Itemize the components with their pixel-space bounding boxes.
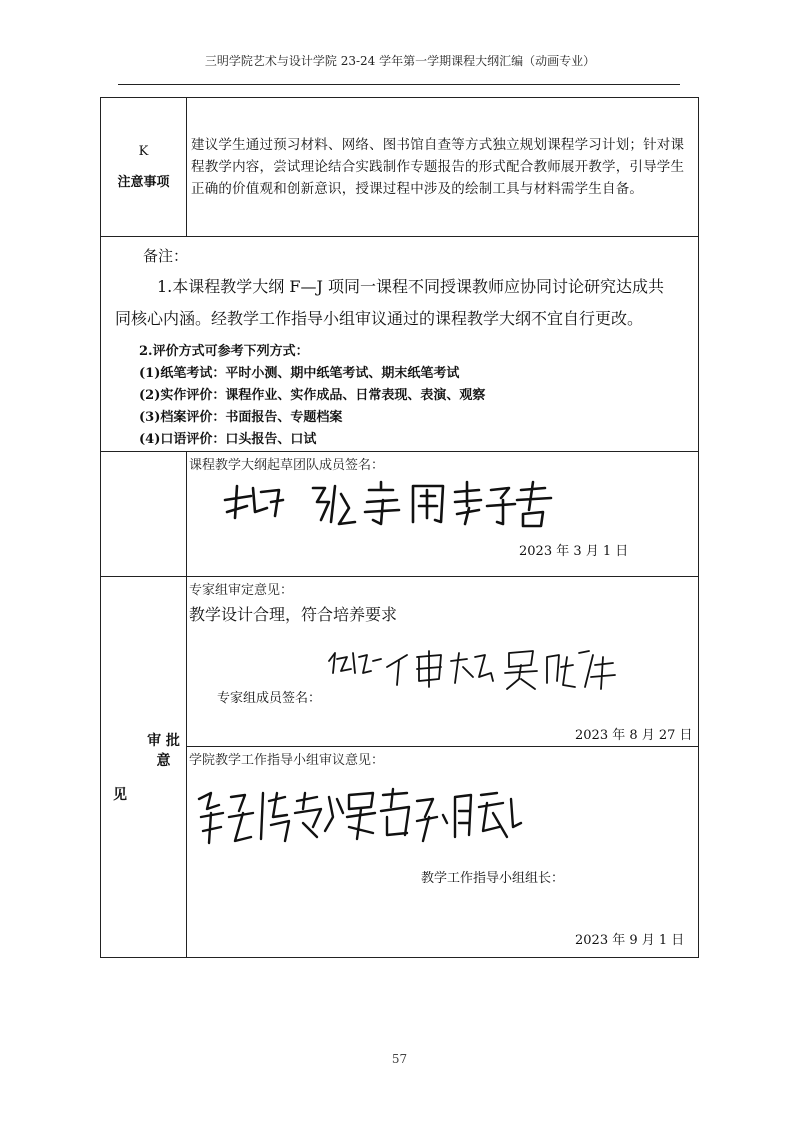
evaluation-item-1: (1)纸笔考试：平时小测、期中纸笔考试、期末纸笔考试 [139,366,460,381]
evaluation-title: 2.评价方式可参考下列方式： [139,344,309,359]
drafting-cell [187,452,699,577]
college-label: 学院教学工作指导小组审议意见： [189,753,385,768]
approval-label-cell [101,577,187,958]
drafting-label: 课程教学大纲起草团队成员签名： [189,458,385,473]
expert-date: 2023 年 8 月 27 日 [575,728,693,743]
notes-title: 备注： [143,247,189,265]
expert-cell [187,577,699,747]
evaluation-item-3: (3)档案评价：书面报告、专题档案 [139,410,343,425]
drafting-signatures [217,478,557,534]
expert-signatures [323,643,623,693]
k-label: 注意事项 [117,175,170,190]
expert-members-label: 专家组成员签名： [217,691,322,706]
evaluation-item-4: (4)口语评价：口头报告、口试 [139,432,317,447]
page-header: 三明学院艺术与设计学院 23-24 学年第一学期课程大纲汇编（动画专业） [204,54,596,68]
k-label-cell [101,98,187,237]
evaluation-methods [139,341,698,451]
expert-label: 专家组审定意见： [189,583,294,598]
college-date: 2023 年 9 月 1 日 [575,933,685,948]
expert-opinion: 教学设计合理，符合培养要求 [189,605,398,624]
college-opinion-handwriting [193,787,523,851]
approval-label-bottom: 见 [113,787,127,803]
notes-paragraph: 1.本课程教学大纲 F—J 项同一课程不同授课教师应协同讨论研究达成共同核心内涵。经教学工作指导小组审议通过的课程教学大纲不宜自行更改。 [115,277,664,328]
syllabus-table [100,97,699,958]
page-number: 57 [391,1052,408,1066]
drafting-blank-cell [101,452,187,577]
drafting-row [101,452,699,577]
college-row [101,747,699,958]
header-rule [118,84,680,85]
approval-label-top: 审 批 意 [147,733,180,769]
notes-cell [101,237,699,452]
evaluation-item-2: (2)实作评价：课程作业、实作成品、日常表现、表演、观察 [139,388,486,403]
notes-row [101,237,699,452]
expert-row [101,577,699,747]
k-letter: K [138,144,149,159]
college-leader-label: 教学工作指导小组组长： [421,871,565,886]
drafting-date: 2023 年 3 月 1 日 [519,544,629,559]
k-row [101,98,699,237]
k-content: 建议学生通过预习材料、网络、图书馆自查等方式独立规划课程学习计划；针对课程教学内容，尝试理论结合实践制作专题报告的形式配合教师展开教学，引导学生正确的价值观和创新意识，授课过程中涉及的绘制工具与材料需学生自备。 [187,98,699,237]
college-cell [187,747,699,958]
